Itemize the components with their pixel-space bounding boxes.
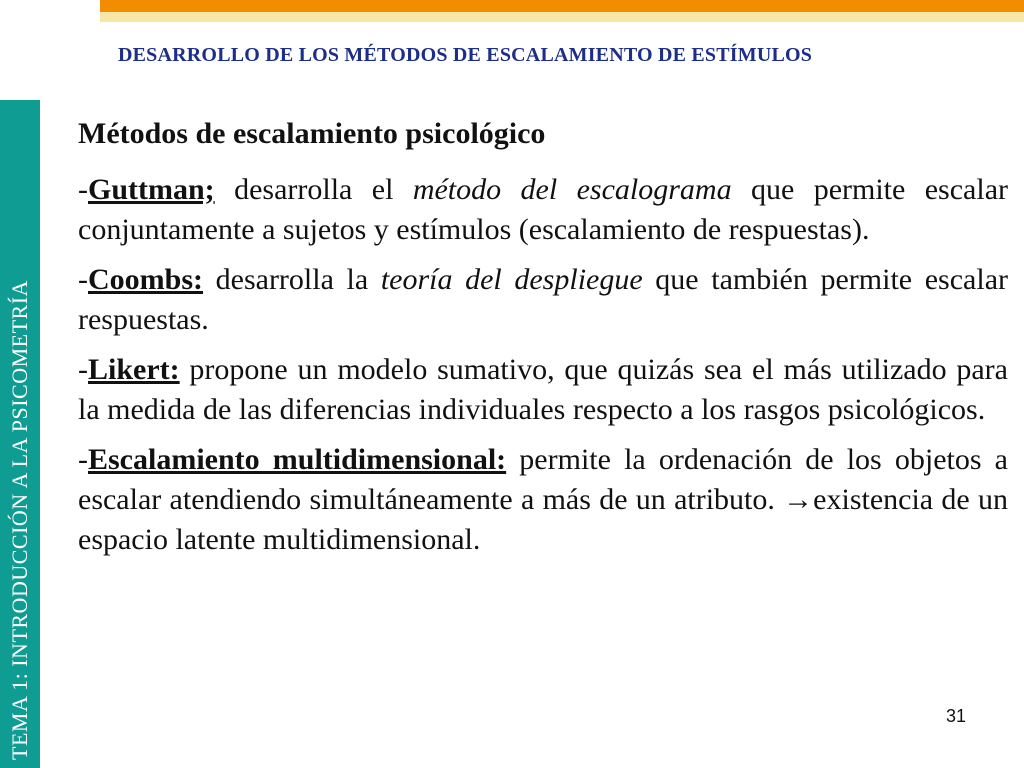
item-name: Coombs:: [88, 263, 204, 296]
top-accent-bar: [100, 0, 1024, 12]
item-text: permite la ordenación de los objetos a escalar atendiendo simultáneamente a más de un atributo.: [78, 443, 1008, 516]
item-likert: [78, 350, 1008, 430]
item-guttman: [78, 170, 1008, 250]
item-name: Guttman;: [88, 173, 215, 206]
arrow-right-icon: →: [783, 483, 814, 516]
item-dash: -: [78, 353, 88, 386]
item-name: Escalamiento multidimensional:: [88, 443, 507, 476]
item-dash: -: [78, 443, 88, 476]
item-text: que permite escalar conjuntamente a sujetos y estímulos (escalamiento de respuestas).: [78, 173, 1008, 246]
item-text: desarrolla el: [214, 173, 413, 206]
item-text: que también permite escalar respuestas.: [78, 263, 1009, 336]
item-italic-term: teoría del despliegue: [380, 263, 643, 296]
item-text: existencia de un espacio latente multidimensional.: [78, 483, 1008, 556]
item-coombs: [78, 260, 1008, 340]
slide-header-title: DESARROLLO DE LOS MÉTODOS DE ESCALAMIENTO DE ESTÍMULOS: [118, 44, 813, 66]
item-dash: -: [78, 263, 88, 296]
item-multidimensional: [78, 440, 1008, 560]
item-dash: -: [78, 173, 88, 206]
content-heading: Métodos de escalamiento psicológico: [78, 117, 546, 150]
top-accent-bar-light: [100, 12, 1024, 22]
page-number: 31: [945, 706, 967, 726]
side-band-label: TEMA 1: INTRODUCCIÓN A LA PSICOMETRÍA: [7, 280, 32, 760]
item-text: propone un modelo sumativo, que quizás sea el más utilizado para la medida de las diferencias individuales respecto a los rasgos psicológicos.: [78, 353, 1008, 426]
item-name: Likert:: [88, 353, 180, 386]
item-italic-term: método del escalograma: [412, 173, 732, 206]
slide-content: [78, 114, 1008, 570]
item-text: desarrolla la: [203, 263, 381, 296]
